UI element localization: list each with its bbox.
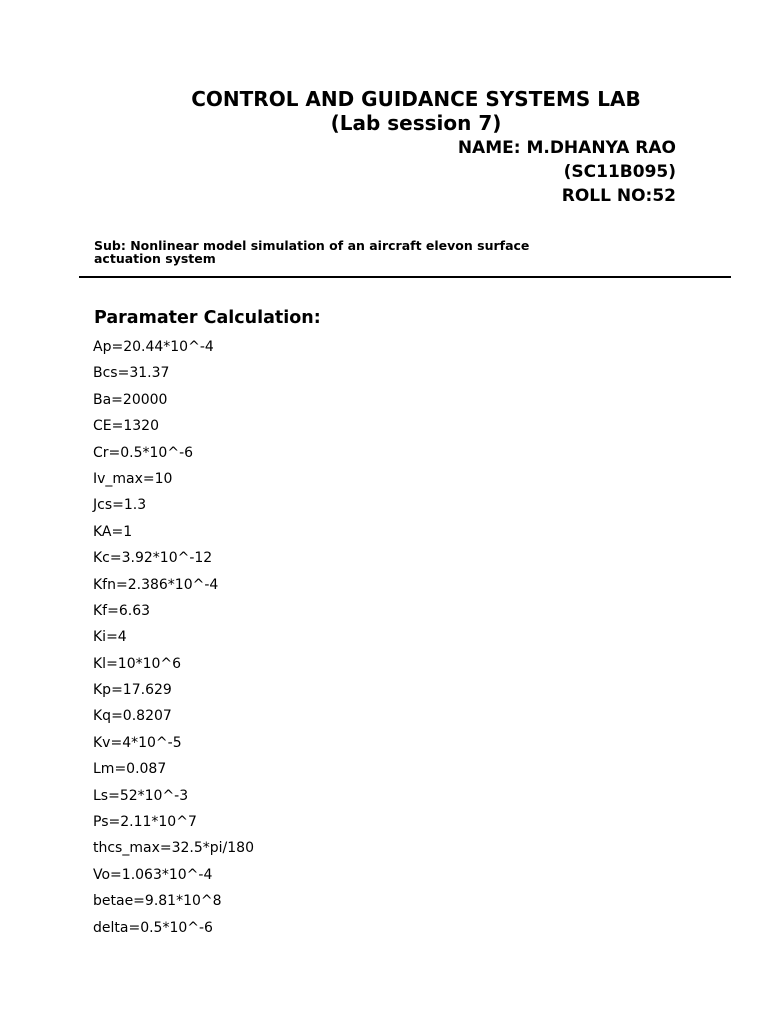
parameter-item: Kv=4*10^-5 (93, 734, 182, 751)
student-id: (SC11B095) (563, 162, 676, 182)
parameter-item: Kc=3.92*10^-12 (93, 550, 213, 567)
parameter-item: Ap=20.44*10^-4 (93, 339, 214, 355)
parameter-item: Kfn=2.386*10^-4 (93, 576, 219, 593)
roll-number: ROLL NO:52 (561, 186, 676, 206)
parameter-item: delta=0.5*10^-6 (93, 919, 213, 936)
parameter-item: Kl=10*10^6 (93, 655, 182, 672)
parameter-item: Ps=2.11*10^7 (93, 814, 197, 831)
student-name: NAME: M.DHANYA RAO (457, 138, 676, 158)
parameter-item: betae=9.81*10^8 (93, 893, 222, 910)
parameter-item: Lm=0.087 (93, 761, 167, 778)
parameter-item: Jcs=1.3 (93, 497, 147, 514)
parameter-item: Bcs=31.37 (93, 365, 170, 382)
parameter-item: CE=1320 (93, 418, 159, 435)
parameter-item: Kq=0.8207 (93, 708, 172, 725)
parameter-item: KA=1 (93, 523, 133, 540)
parameter-list (93, 337, 254, 944)
parameter-item: Ki=4 (93, 629, 127, 646)
section-heading: Paramater Calculation: (94, 308, 321, 328)
document-title: CONTROL AND GUIDANCE SYSTEMS LAB (191, 87, 641, 111)
lab-session: (Lab session 7) (330, 111, 502, 135)
parameter-item: thcs_max=32.5*pi/180 (93, 840, 254, 857)
horizontal-divider (79, 276, 731, 278)
subject-line: Sub: Nonlinear model simulation of an aircraft elevon surface actuation system (94, 238, 530, 266)
parameter-item: Vo=1.063*10^-4 (93, 866, 213, 883)
parameter-item: Kf=6.63 (93, 602, 151, 619)
parameter-item: Kp=17.629 (93, 682, 172, 699)
parameter-item: Iv_max=10 (93, 470, 173, 487)
parameter-item: Cr=0.5*10^-6 (93, 444, 194, 461)
parameter-item: Ba=20000 (93, 391, 168, 408)
parameter-item: Ls=52*10^-3 (93, 787, 189, 804)
